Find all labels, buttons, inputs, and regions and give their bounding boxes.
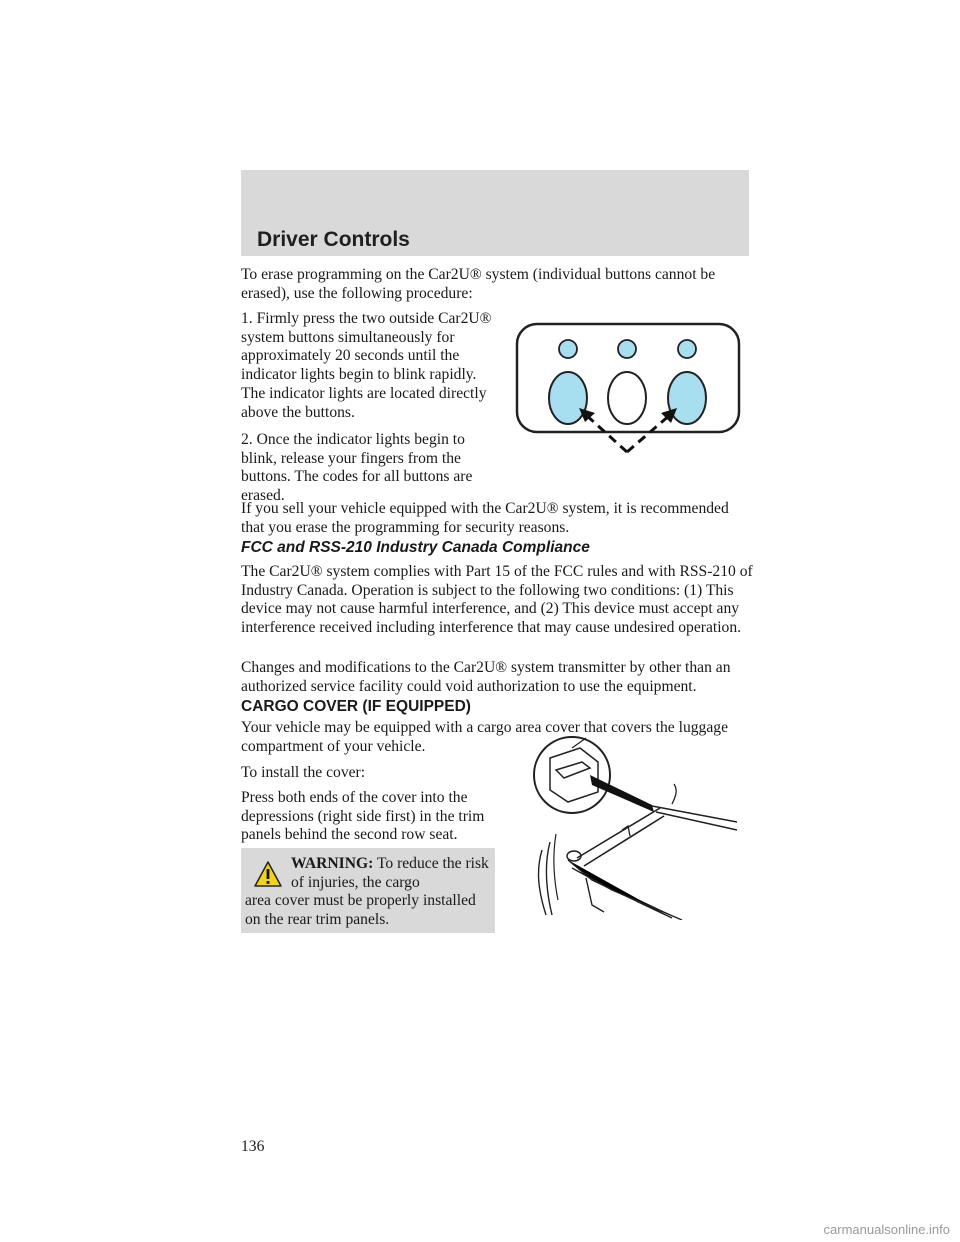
page-number: 136	[241, 1138, 265, 1155]
warning-box	[241, 848, 495, 933]
warning-text-first	[291, 855, 491, 892]
section-title: Driver Controls	[257, 228, 410, 251]
install-label: To install the cover:	[241, 764, 366, 781]
intro-paragraph: To erase programming on the Car2U® system (individual buttons cannot be erased), use the following procedure:	[241, 266, 716, 302]
indicator-light-center	[618, 340, 636, 358]
section-header-band	[241, 170, 749, 256]
cargo-cover-illustration	[532, 730, 746, 920]
indicator-light-left	[559, 340, 577, 358]
step-1: 1. Firmly press the two outside Car2U® system buttons simultaneously for approximately 20 seconds until the indicator lights begin to blink rapidly. The indicator lights are located directly above the buttons.	[241, 310, 492, 421]
warning-label: WARNING:	[291, 855, 374, 872]
warning-text-rest: area cover must be properly installed on the rear trim panels.	[245, 892, 476, 928]
cargo-paragraph: Your vehicle may be equipped with a cargo area cover that covers the luggage compartment of your vehicle.	[241, 719, 728, 755]
car2u-buttons-illustration	[515, 322, 741, 454]
button-center	[608, 372, 646, 424]
sell-note: If you sell your vehicle equipped with the Car2U® system, it is recommended that you erase the programming for security reasons.	[241, 500, 729, 536]
step-2: 2. Once the indicator lights begin to blink, release your fingers from the buttons. The codes for all buttons are erased.	[241, 431, 473, 505]
warning-text-first-part: To reduce the risk of injuries, the cargo	[291, 855, 489, 891]
fcc-paragraph-2: Changes and modifications to the Car2U® system transmitter by other than an authorized service facility could void authorization to use the equipment.	[241, 659, 731, 695]
footer-watermark[interactable]: carmanualsonline.info	[823, 1222, 950, 1237]
fcc-paragraph-1: The Car2U® system complies with Part 15 of the FCC rules and with RSS-210 of Industry Canada. Operation is subject to the following two conditions: (1) This device may not cause harmful interference, and (2) This device must accept any interference received including interference that may cause undesired operation.	[241, 563, 753, 637]
indicator-light-right	[678, 340, 696, 358]
warning-triangle-icon	[253, 860, 283, 888]
cargo-heading: CARGO COVER (IF EQUIPPED)	[241, 698, 471, 715]
fcc-heading: FCC and RSS-210 Industry Canada Compliance	[241, 539, 590, 556]
button-left	[549, 372, 587, 424]
install-step: Press both ends of the cover into the depressions (right side first) in the trim panels behind the second row seat.	[241, 789, 485, 844]
